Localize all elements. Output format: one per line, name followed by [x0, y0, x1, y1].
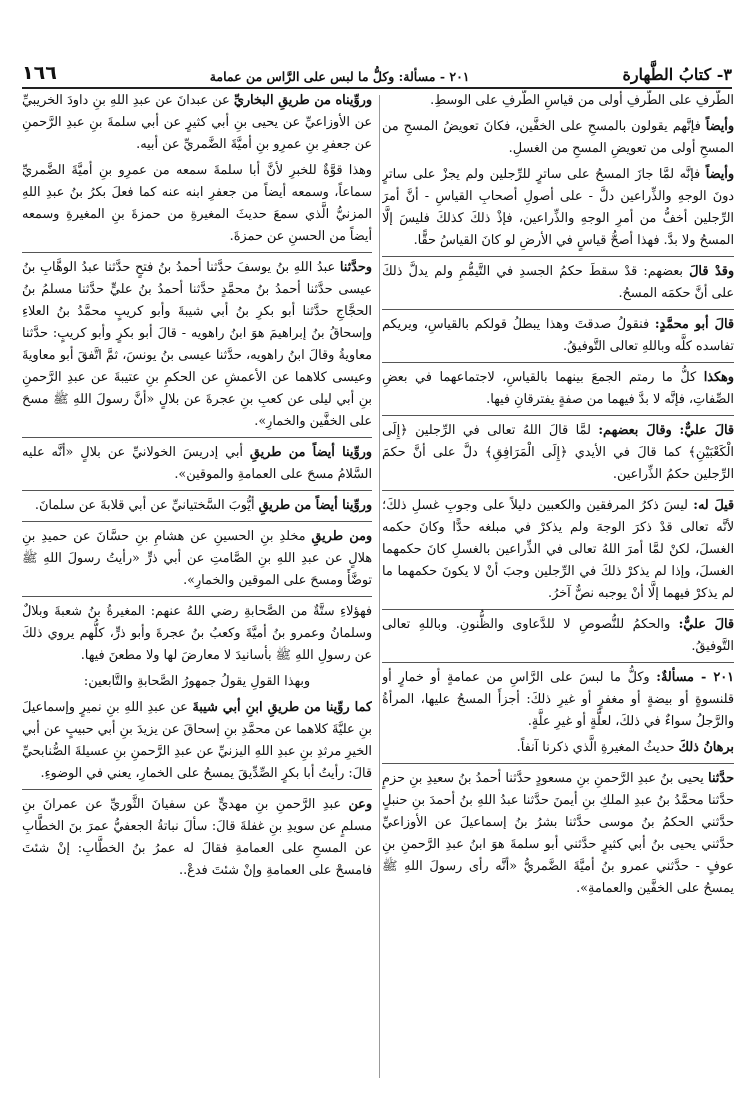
paragraph-lead: برهانُ ذلكَ	[678, 740, 734, 755]
paragraph-text: فإنَّهم يقولون بالمسحِ على الخفَّين، فكانَ تعويضُ المسحِ من المسحِ أولى من تعويضِ المسحِ من الغسلِ.	[382, 119, 734, 156]
paragraph-lead: وروِّينا أيضاً من طريقِ	[258, 498, 372, 513]
paragraph-separator	[22, 596, 372, 597]
paragraph-separator	[22, 521, 372, 522]
paragraph-text: لمَّا قالَ اللهُ تعالى في الرِّجلين ﴿إِلَى الْكَعْبَيْنِ﴾ كما قالَ في الأيدي ﴿إِلَى الْمَرَافِقِ﴾ دلَّ على أنَّ حكمَ الرِّجلين حكمُ الذِّراعين.	[382, 423, 734, 482]
paragraph	[382, 737, 734, 759]
column-divider	[379, 95, 380, 1078]
page-header	[22, 44, 732, 89]
paragraph-separator	[382, 415, 734, 416]
paragraph-separator	[382, 763, 734, 764]
paragraph	[382, 164, 734, 252]
paragraph-text: ليسَ ذكرُ المرفقين والكعبين دليلاً على وجوبِ غسلِ ذلكَ؛ لأنَّه تعالى قدْ ذكرَ الوجهَ ولم يذكرْ في مبلغه حدًّا وكانَ حكمه الغسلَ، لكنْ لمَّا أمرَ اللهُ تعالى في الذِّراعين بالغسلِ كانَ حكمهما الغسلَ، وإذا لم يذكرْ ذلكَ في الرِّجلين وجبَ أنْ لا يكونَ حكمهما ما لم يذكرْ فيهما إلَّا أنْ يوجبه نصٌّ آخرُ.	[382, 498, 734, 601]
paragraph-text: عن عبدِ اللهِ بنِ نميرٍ وإسماعيلَ بنِ عليَّةَ كلاهما عن محمَّدِ بنِ إسحاقَ عن يزيدَ بنِ أبي حبيبٍ عن أبي الخيرِ مرثدِ بنِ عبدِ اللهِ اليزنيِّ عن عبدِ الرَّحمنِ بنِ عسيلةَ الصُّنابحيِّ قالَ: رأيتُ أبا بكرٍ الصِّدِّيقَ يمسحُ على الخمارِ، يعني في الوضوءِ.	[22, 700, 372, 781]
paragraph-lead: ومن طريقِ	[311, 529, 372, 544]
paragraph-separator	[382, 490, 734, 491]
paragraph-separator	[382, 362, 734, 363]
paragraph-separator	[22, 490, 372, 491]
paragraph	[22, 495, 372, 517]
paragraph-text: مخلدِ بنِ الحسينِ عن هشامِ بنِ حسَّانَ عن حميدِ بنِ هلالٍ عن عبدِ اللهِ بنِ الصَّامتِ عن أبي ذرٍّ «رأيتُ رسولَ اللهِ ﷺ توضَّأَ ومسحَ على الموقين والخمارِ».	[22, 529, 372, 588]
paragraph-separator	[382, 309, 734, 310]
paragraph	[22, 442, 372, 486]
paragraph-text: والحكمُ للنُّصوصِ لا للدَّعاوى والظُّنونِ. وباللهِ تعالى التَّوفيقُ.	[382, 617, 734, 654]
paragraph	[382, 614, 734, 658]
paragraph-lead: وهكذا	[703, 370, 734, 385]
paragraph-lead: قالَ عليٌّ: وقالَ بعضهم:	[598, 423, 734, 438]
paragraph	[22, 160, 372, 248]
paragraph-separator	[382, 662, 734, 663]
paragraph	[382, 667, 734, 733]
paragraph	[22, 257, 372, 433]
paragraph-lead: وأيضاً	[705, 167, 734, 182]
paragraph-text: فإنَّه لمَّا جازَ المسحُ على ساترٍ للرِّجلين ولم يجزْ على ساترٍ دونَ الوجهِ والذِّراعين دلَّ - على أصولِ أصحابِ القياسِ - أنَّ أمرَ الرِّجلين أخفُّ من أمرِ الوجهِ والذِّراعين، فإذْ ذلكَ كذلكَ فليسَ إلَّا المسحُ ولا بدَّ. فهذا أصحُّ قياسٍ في الأرضِ لو كانَ القياسُ حقًّا.	[382, 167, 734, 248]
left-column	[22, 90, 372, 1083]
paragraph-text: بعضهم: قدْ سقطَ حكمُ الجسدِ في التَّيمُّمِ ولم يدلَّ ذلكَ على أنَّ حكمَه المسحُ.	[382, 264, 734, 301]
paragraph	[22, 697, 372, 785]
paragraph-text: فنقولُ صدقتَ وهذا يبطلُ قولكم بالقياسِ، ويريكم تفاسده كلَّه وباللهِ تعالى التَّوفيقُ.	[382, 317, 734, 354]
paragraph-lead: ٢٠١ - مسألةٌ:	[656, 670, 734, 685]
paragraph	[382, 495, 734, 605]
paragraph-lead: حدَّثنا	[708, 771, 734, 786]
paragraph-lead: قيلَ له:	[693, 498, 734, 513]
paragraph	[382, 367, 734, 411]
paragraph	[382, 314, 734, 358]
paragraph-separator	[382, 609, 734, 610]
paragraph	[382, 90, 734, 112]
paragraph-text: الطَّرفِ على الطَّرفِ أولى من قياسِ الطَّرفِ على الوسطِ.	[430, 93, 734, 108]
paragraph-lead: قالَ عليٌّ:	[678, 617, 734, 632]
page-number: ١٦٦	[22, 62, 57, 84]
paragraph	[382, 261, 734, 305]
paragraph-separator	[382, 256, 734, 257]
paragraph	[22, 601, 372, 667]
paragraph-lead: وأيضاً	[705, 119, 734, 134]
paragraph	[22, 671, 372, 693]
paragraph-text: أبي إدريسَ الخولانيِّ عن بلالٍ «أنَّه عليه السَّلامُ مسحَ على العمامةِ والموقين».	[22, 445, 372, 482]
paragraph-lead: وروِّينا أيضاً من طريقِ	[249, 445, 372, 460]
paragraph-text: عبدِ الرَّحمنِ بنِ مهديٍّ عن سفيانَ الثَّوريِّ عن عمرانَ بنِ مسلمٍ عن سويدِ بنِ غفلةَ قالَ: سألَ نباتةُ الجعفيُّ عمرَ بنَ الخطَّابِ عن المسحِ على العمامةِ فقالَ له عمرُ بنُ الخطَّابِ: إنْ شئتَ فامسحْ على العمامةِ وإنْ شئتَ فدعْ..	[22, 797, 372, 878]
paragraph-text: وهذا قوَّةٌ للخبرِ لأنَّ أبا سلمةَ سمعه من عمرِو بنِ أميَّةَ الضَّمريِّ سماعاً، وسمعه أيضاً من جعفرِ ابنه عنه كما فعلَ بكرُ بنُ عبدِ اللهِ المزنيُّ الَّذي سمعَ حديثَ المغيرةِ من حمزةَ بنِ المغيرةِ وسمعه أيضاً من الحسنِ عن حمزةَ.	[22, 163, 372, 244]
paragraph-text: عن عبدانَ عن عبدِ اللهِ بنِ داودَ الخريبيِّ عن الأوزاعيِّ عن يحيى بنِ أبي كثيرٍ عن أبي سلمةَ بنِ عبدِ الرَّحمنِ عن جعفرِ بنِ عمرِو بنِ أميَّةَ الضَّمريِّ عن أبيه.	[22, 93, 372, 152]
paragraph	[22, 526, 372, 592]
paragraph-lead: وحدَّثنا	[339, 260, 372, 275]
paragraph-separator	[22, 252, 372, 253]
paragraph	[382, 116, 734, 160]
paragraph	[22, 90, 372, 156]
paragraph-text: فهؤلاءِ ستَّةٌ من الصَّحابةِ رضي اللهُ عنهم: المغيرةُ بنُ شعبةَ وبلالٌ وسلمانُ وعمرو بنُ أميَّةَ وكعبُ بنُ عجرةَ وأبو ذرٍّ، كلُّهم يروي ذلكَ عن رسولِ اللهِ ﷺ بأسانيدَ لا معارضَ لها ولا مطعنَ فيها.	[22, 604, 372, 663]
paragraph	[22, 794, 372, 882]
paragraph	[382, 768, 734, 900]
paragraph-text: وبهذا القولِ يقولُ جمهورُ الصَّحابةِ والتَّابعين:	[83, 674, 311, 689]
paragraph-lead: وروِّيناه من طريقِ البخاريِّ	[233, 93, 372, 108]
paragraph-lead: كما روِّينا من طريقِ ابنِ أبي شيبةَ	[192, 700, 372, 715]
paragraph-text: يحيى بنُ عبدِ الرَّحمنِ بنِ مسعودٍ حدَّثنا أحمدُ بنُ سعيدِ بنِ حزمٍ حدَّثنا محمَّدُ بنُ عبدِ الملكِ بنِ أيمنَ حدَّثنا عبدُ اللهِ بنُ أحمدَ بنِ حنبلٍ حدَّثني الحكمُ بنُ موسى حدَّثنا بشرُ بنُ إسماعيلَ عن الأوزاعيِّ حدَّثني يحيى بنُ أبي كثيرٍ حدَّثني أبو سلمةَ هوَ ابنُ عبدِ الرَّحمنِ بنِ عوفٍ - حدَّثني عمرو بنُ أميَّةَ الضَّمريُّ «أنَّه رأى رسولَ اللهِ ﷺ يمسحُ على الخفَّين والعمامةِ».	[382, 771, 734, 896]
paragraph-text: حديثُ المغيرةِ الَّذي ذكرنا آنفاً.	[516, 740, 679, 755]
paragraph-separator	[22, 789, 372, 790]
paragraph-text: وكلُّ ما لبسَ على الرَّاسِ من عمامةٍ أو خمارٍ أو قلنسوةٍ أو بيضةٍ أو مغفرٍ أو غيرِ ذلكَ: أجزأَ المسحُ عليها، المرأةُ والرَّجلُ سواءٌ في ذلكَ، لعلَّةٍ أو غيرِ علَّةٍ.	[382, 670, 734, 729]
paragraph-lead: وعن	[348, 797, 372, 812]
paragraph-text: عبدُ اللهِ بنُ يوسفَ حدَّثنا أحمدُ بنُ فتحٍ حدَّثنا عبدُ الوهَّابِ بنُ عيسى حدَّثنا أحمدُ بنُ محمَّدٍ حدَّثنا أحمدُ بنُ عليٍّ حدَّثنا مسلمُ بنُ الحجَّاجِ حدَّثنا أبو بكرِ بنُ أبي شيبةَ وأبو كريبٍ محمَّدُ بنُ العلاءِ وإسحاقُ بنُ إبراهيمَ هوَ ابنُ راهويه - قالَ أبو بكرٍ وأبو كريبٍ: حدَّثنا معاويةُ وقالَ ابنُ راهويه، حدَّثنا عيسى بنُ يونسَ، ثمَّ اتَّفقَ أبو معاويةَ وعيسى كلاهما عن الأعمشِ عن الحكمِ بنِ عتيبةَ عن عبدِ الرَّحمنِ بنِ أبي ليلى عن كعبِ بنِ عجرةَ عن بلالٍ «أنَّ رسولَ اللهِ ﷺ مسحَ على الخفَّين والخمارِ».	[22, 260, 372, 429]
paragraph-separator	[22, 437, 372, 438]
book-title: ٣- كتابُ الطَّهارة	[622, 65, 732, 84]
paragraph-lead: قالَ أبو محمَّدٍ:	[654, 317, 734, 332]
paragraph-text: كلُّ ما رمتم الجمعَ بينهما بالقياسِ، لاجتماعهما في بعضِ الصِّفاتِ، فإنَّه لا بدَّ فيهما من صفةٍ يفترقانِ فيها.	[382, 370, 734, 407]
paragraph-text: أيُّوبَ السَّختيانيِّ عن أبي قلابةَ عن سلمانَ.	[34, 498, 259, 513]
paragraph-lead: وقدْ قالَ	[689, 264, 734, 279]
paragraph	[382, 420, 734, 486]
right-column	[382, 90, 734, 1083]
running-title: ٢٠١ - مسألة: وكلُّ ما لبس على الرَّاس من عمامة	[209, 69, 470, 84]
